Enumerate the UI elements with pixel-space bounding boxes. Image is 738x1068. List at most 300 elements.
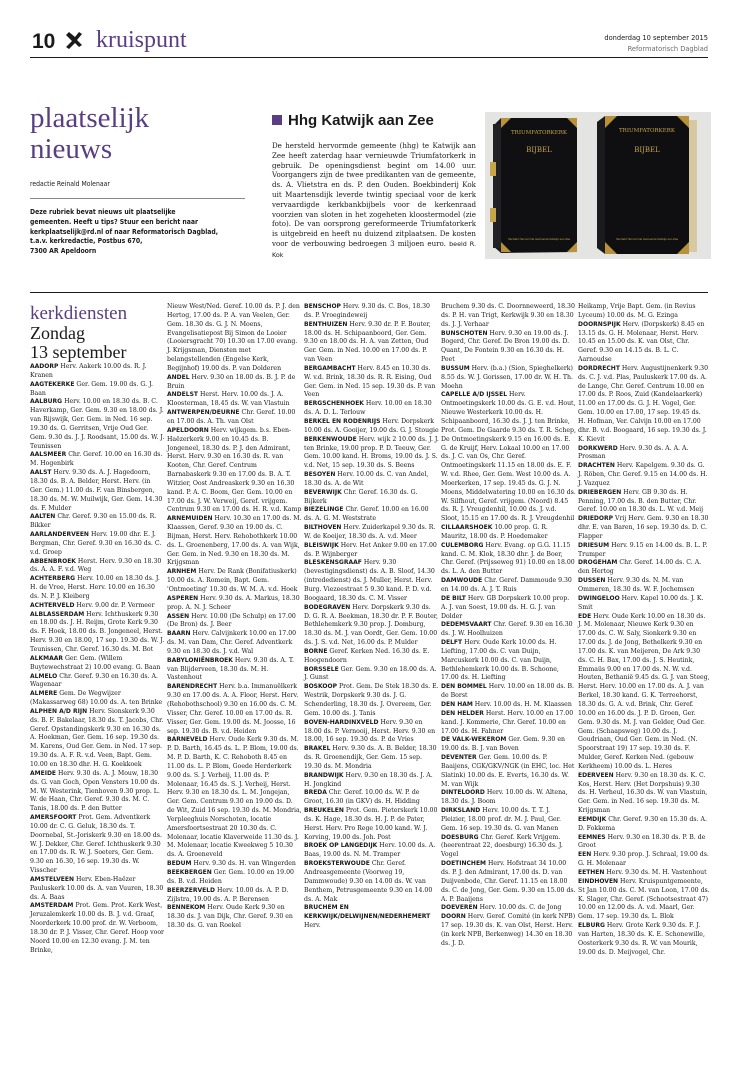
service-place: BROEK OP LANGEDIJK	[304, 842, 378, 850]
service-text: Herv. 9.30 ds. N. M. van Ommeren, 18.30 ds. W. F. Jochemsen	[578, 577, 695, 593]
service-text: Herv. 19.00 dhr. E. J. Bergman, Chr. Geref. 9.30 en 16.30 ds. C. v.d. Groep	[30, 531, 162, 556]
service-place: BOVEN-HARDINXVELD	[304, 718, 379, 726]
service-text: Herv. Ichthuskerk 9.30 en 18.00 ds. J. H. Reijm, Grote Kerk 9.30 ds. F. Hoek, 18.00 ds. B. Jongeneel, Herst. Herv. 9.30 en 18.00, 17 sep. 19.30 ds. W. J. Teunissen, Chr. Geref. 16.30 ds. M. Bot	[30, 610, 165, 653]
bible-cover-left-footer: Hersteld Hervormde Gemeente Katwijk aan Zee	[507, 238, 571, 241]
service-place: AMEIDE	[30, 769, 57, 777]
service-entry	[30, 558, 165, 576]
service-place: DE BILT	[441, 594, 466, 602]
service-place: ELBURG	[578, 922, 605, 930]
service-entry	[441, 701, 576, 710]
service-entry	[167, 736, 302, 860]
service-place: EETHEN	[578, 869, 605, 876]
service-place: DEDEMSVAART	[441, 621, 492, 629]
intro-rule	[30, 198, 245, 199]
service-place: CAPELLE A/D IJSSEL	[441, 391, 508, 399]
service-place: BEVERWIJK	[304, 488, 342, 496]
service-entry	[167, 657, 302, 684]
service-text: Herv. 10.00 ds. H. M. Klaassen	[474, 700, 572, 708]
service-text: Geref. Kerken Ned. 16.30 ds. E. Hoogendoorn	[304, 647, 430, 664]
service-text: Heikamp, Vrije Bapt. Gem. (in Revius Lyceum) 10.00 ds. M. G. Ezinga	[578, 303, 696, 319]
service-text: Ger. Gem. 10.00 en 19.00 ds. B. v.d. Heiden	[167, 869, 294, 885]
service-entry	[304, 772, 439, 790]
header-rule	[30, 57, 708, 58]
service-place: BRUCHEM EN KERKWIJK/DELWIJNEN/NEDERHEMERT	[304, 904, 431, 921]
plaatselijk-title-line2: nieuws	[30, 133, 113, 165]
service-place: DORDRECHT	[578, 364, 620, 372]
service-place: DOEVEREN	[441, 904, 478, 912]
kerkdiensten-rule	[30, 292, 708, 293]
service-entry	[578, 489, 710, 516]
service-text: Herv. Geref. Comité (in kerk NPB) 17 sep. 19.30 ds. K. van Olst, Herst. Herv. (in kerk NPB, Berkenweg) 14.30 en 18.30 ds. J. D.	[441, 913, 576, 947]
service-text: Bruchem 9.30 ds. C. Doornneweerd, 18.30 ds. P. H. van Trigt, Kerkwijk 9.30 en 18.30 ds. J. J. Verhaar	[441, 303, 575, 328]
service-text: Herv. Kapelgem. 9.30 ds. G. J. Röben, Chr. Geref. 9.15 en 14.00 ds. H. J. Vazquez	[578, 462, 708, 487]
service-text: Herv. 8.45 en 10.30 ds. W. v.d. Brink, 18.30 ds. R. R. Eising, Oud Ger. Gem. in Ned. 15 sep. 19.30 ds. P. van Veen	[304, 364, 436, 399]
article-body-text: De hersteld hervormde gemeente (hhg) te Katwijk aan Zee heeft zaterdag haar vernieuwde Triumfatorkerk in gebruik. De openingsdienst begint om 14.00 uur. Voorgangers zijn de twee predikanten van de gemeente, ds. A. Vlietstra en ds. P. den Ouden. Boekbinderij Kok uit Maartensdijk leverde twintig speciaal voor de kerk vervaardigde kerkbankbijbels voor de kerkenraad voorzien van sloten in het zogeheten kloostermodel (zie foto). De van oorsprong gereformeerde Triumfatorkerk is uitgebreid en heeft nu duizend zitplaatsen. De kosten voor de verbouwing bedroegen 3 miljoen euro.	[272, 141, 476, 248]
service-place: AALST	[30, 469, 52, 477]
service-text: Herv. Dorpskerk 10.00 ds. A. Gooijer, 19.00 ds. G. J. Stougie	[304, 417, 439, 434]
service-entry	[304, 860, 439, 904]
service-entry	[441, 391, 576, 524]
service-entry	[441, 834, 576, 861]
service-place: BERGAMBACHT	[304, 364, 356, 372]
service-entry	[304, 436, 439, 471]
kerkdiensten-date-line1: Zondag	[30, 323, 85, 343]
service-text: Herv. (b.a.) (Sion, Spieghelkerk) 8.55 ds. W. J. Gorissen, 17.00 dr. W. H. Th. Moehn	[441, 364, 573, 390]
service-place: BROEKSTERWOUDE	[304, 860, 370, 868]
bible-cover-right-title: BIJBEL	[634, 146, 660, 154]
service-place: EDE	[578, 612, 592, 620]
service-place: ALKMAAR	[30, 654, 63, 662]
bible-spine-right-text: TRIUMFATORKERK	[619, 128, 675, 134]
service-text: Herst. Herv. 10.00 ds. J. A. Kloosterman, 18.45 ds. W. van Vlastuin	[167, 391, 290, 408]
service-text: Herv. 10.00 ds. A. Baas, 19.00 ds. N. M. Tramper	[304, 842, 436, 859]
service-text: Chr. Geref. 9.30 en 15.30 ds. A. D. Fokkema	[578, 815, 707, 832]
service-entry	[30, 611, 165, 655]
service-text: Herv. 10.00 en 18.30 ds. A. D. L. Terlouw	[304, 400, 432, 417]
service-place: BENNEKOM	[167, 904, 206, 912]
service-entry	[441, 542, 576, 577]
service-text: Herv. Oude Kerk 10.00 ds. H. Liefting, 17.00 ds. C. van Duijn, Marcuskerk 10.00 ds. C. van Duijn, Bethlehemkerk 10.00 ds. B. Schoone, 17.00 ds. H. Liefting	[441, 639, 559, 682]
service-text: Herv. 10.00 ds. W. Altena, 18.30 ds. J. Boom	[441, 789, 568, 806]
service-text: Herv. 9.30 dr. P. F. Bouter, 18.00 ds. H. Schipaanboord, Ger. Gem. 9.30 en 18.00 ds. H. A. van Zetten, Oud Ger. Gem. in Ned. 10.00 en 17.00 ds. P. van Veen	[304, 320, 431, 364]
service-entry	[441, 736, 576, 754]
service-place: DRACHTEN	[578, 462, 615, 470]
service-place: DEN HAM	[441, 700, 473, 708]
service-entry	[167, 391, 302, 409]
service-text: Gem. De Wegwijzer (Makassarweg 68) 10.00 ds. A. ten Brinke	[30, 690, 163, 707]
bible-cover-left-title: BIJBEL	[526, 146, 552, 154]
service-entry	[30, 876, 165, 903]
service-place: BRANDWIJK	[304, 771, 344, 779]
plaatselijk-title-line1: plaatselijk	[30, 102, 150, 134]
service-text: Herv. GB Dorpskerk 10.00 prop. A. J. van Soest, 19.00 ds. H. G. J. van Dolder	[441, 594, 570, 620]
service-column-4	[441, 303, 576, 949]
service-text: Prot. Gem. De Stek 18.30 ds. E. Westrik, Dorpskerk 9.30 ds. J. G. Schenderling, 18.30 ds. J. Overeem, Ger. Gem. 10.00 ds. J. Tanis	[304, 683, 439, 717]
service-text: Chr. Geref. 10.00 en 16.00 ds. A. G. M. Weststrate	[304, 506, 429, 523]
service-place: BIEZELINGE	[304, 506, 344, 514]
service-entry	[167, 630, 302, 657]
service-entry	[30, 673, 165, 691]
service-text: Herst. Herv. 9.30 en 18.30 ds. A. A. F. v.d. Weg	[30, 557, 162, 574]
service-place: BORSSELE	[304, 665, 339, 673]
service-column-3	[304, 303, 439, 931]
service-text: Herv. 9.30 ds. A. T. van Blijderveen, 18.30 ds. M. H. Vastenhout	[167, 656, 295, 682]
service-text: Herv. Ontmoetingskerk 10.00 ds. G. E. v.d. Hout, Nieuwe Westerkerk 10.00 ds. H. Schipaanboord, 16.30 ds. J. J. ten Brinke, Prot. Gem. De Gaarde 9.30 ds. T. R. Schep, De Ontmoetingskerk 9.15 en 16.00 ds. E. G. de Kruijf, Herv. Lokaal 10.00 en 17.00 ds. J. C. van Os, Chr. Geref. Ontmoetingskerk 11.15 en 18.00 ds. E. F. W. v.d. Rhee, Ger. Gem. West 10.00 ds. A. Moerkerken, 17 sep. 19.45 ds. G. J. N. Moens, Middelwatering 10.00 en 16.30 ds. W. Silfhout, Geref. vrijgem. (Noord) 8.45 ds. R. J. Vreugdenhil, 10.00 ds. J. v.d. Sloot, 15.15 en 17.00 ds. R. J. Vreugdenhil	[441, 391, 576, 523]
service-text: Ger. Gem. 9.30 en 18.00 ds. A. J. Gunst	[304, 665, 437, 682]
service-entry	[441, 330, 576, 365]
service-place: BEERZERVELD	[167, 886, 216, 894]
service-place: ARNEMUIDEN	[167, 515, 213, 523]
service-place: BESOYEN	[304, 471, 336, 479]
service-place: DELFT	[441, 639, 463, 647]
service-entry	[441, 365, 576, 392]
intro-line: kerkplaatselijk@rd.nl of naar Reformatorisch Dagblad,	[30, 227, 219, 236]
service-place: BODEGRAVEN	[304, 603, 351, 611]
service-entry	[304, 666, 439, 684]
service-place: ALMELO	[30, 672, 58, 680]
service-place: BLEISWIJK	[304, 541, 339, 549]
bible-photo	[485, 112, 711, 259]
service-place: AADORP	[30, 363, 59, 370]
service-place: BEDUM	[167, 860, 192, 868]
service-place: DOESBURG	[441, 833, 479, 841]
service-entry	[578, 577, 710, 595]
service-entry	[167, 904, 302, 931]
service-text: Herv. 9.30 ds. A. B. Belder, 18.30 ds. R. Groenendijk, Ger. Gem. 15 sep. 19.30 ds. M. Mondria	[304, 745, 437, 770]
service-text: Herv. b.a. Immanuëlkerk 9.30 en 17.00 ds. A. A. Floor, Herst. Herv. (Rehobothschool) 9.30 en 16.00 ds. C. M. Visser, Chr. Geref. 10.00 en 17.00 ds. R. Visser, Ger. Gem. 19.00 ds. M. Joosse, 16 sep. 19.30 ds. B. v.d. Heiden	[167, 683, 299, 735]
service-entry	[304, 719, 439, 746]
service-entry	[441, 621, 576, 639]
service-entry	[304, 489, 439, 507]
intro-text	[30, 208, 245, 257]
service-text: 10.00 prop. G. R. Mauritz, 18.00 ds. P. Hoedemaker	[441, 524, 548, 540]
service-text: Herv. Sionskerk 9.30 ds. B. F. Bakelaar, 18.30 ds. T. Jacobs, Chr. Geref. Opstandingskerk 9.30 en 16.30 ds. A. Hoekman, Ger. Gem. 16 sep. 19.30 ds. M. Karens, Oud Ger. Gem. in Ned. 17 sep. 19.30 ds. A. F. R. v.d. Veen, Bapt. Gem. 10.00 en 18.30 dhr. H. G. Koekkoek	[30, 707, 164, 768]
service-place: DROGEHAM	[578, 559, 618, 567]
kerkdiensten-title: kerkdiensten	[30, 303, 128, 324]
service-place: BLESKENSGRAAF	[304, 559, 362, 567]
service-text: Herv. wijkgem. b.s. Eben-Haëzerkerk 9.00 en 10.45 ds. B. Jongeneel, 18.30 ds. P. J. den Admirant, Herst. Herv. 9.30 en 16.30 ds. R. van Kooten, Chr. Geref. Centrum Barnabaskerk 9.30 en 17.00 ds. B. A. T. Witzier, Oost Andreaskerk 9.30 en 16.30 kand. P. A. C. Boom, Ger. Gem. 10.00 en 17.00 ds. J. W. Verweij, Geref. vrijgem. Centrum 9.30 en 17.00 ds. H. R. v.d. Kamp	[167, 426, 302, 514]
service-place: DE VALK-WEKEROM	[441, 736, 507, 744]
service-place: DOORNSPIJK	[578, 320, 621, 328]
intro-line: t.a.v. kerkredactie, Postbus 670,	[30, 237, 143, 246]
service-entry	[578, 613, 710, 772]
service-place: DORKWERD	[578, 444, 618, 452]
bible-cover-right-footer: Hersteld Hervormde Gemeente Katwijk aan Zee	[615, 238, 679, 241]
service-entry	[578, 869, 710, 878]
service-place: BUNSCHOTEN	[441, 329, 488, 337]
service-entry	[167, 683, 302, 736]
service-place: ALMERE	[30, 690, 58, 698]
service-entry	[578, 834, 710, 852]
service-place: ANDEL	[167, 373, 190, 381]
service-place: BERKENWOUDE	[304, 435, 357, 443]
service-place: ANTWERPEN/DEURNE	[167, 409, 240, 417]
service-text: Herv. Grote Kerk 9.30 ds. F. J. van Harten, 18.30 ds. K. E. Schonewille, Oosterkerk 9.30 ds. R. W. van Mourik, 19.00 ds. D. Meijvogel, Chr.	[578, 922, 705, 956]
service-text: Herv. 9.30 ds. A. Markus, 18.30 prop. A. N. J. Scheer	[167, 594, 300, 611]
service-place: BREUKELEN	[304, 807, 344, 815]
service-text: Herv. 9.30 ds. H. van Wingerden	[193, 860, 296, 868]
service-place: CILLAARSHOEK	[441, 524, 493, 532]
service-entry	[30, 902, 165, 955]
service-place: DRIESUM	[578, 541, 610, 549]
service-place: ACHTERVELD	[30, 601, 75, 609]
service-entry	[167, 303, 302, 374]
service-entry	[30, 690, 165, 708]
service-entry	[304, 400, 439, 418]
service-entry	[30, 575, 165, 602]
service-column-5	[578, 303, 710, 957]
service-place: ASPEREN	[167, 594, 199, 602]
service-entry	[304, 559, 439, 603]
service-text: Herv. 9.00 dr. P. Vermeer	[76, 601, 155, 609]
service-place: EEN	[578, 851, 592, 859]
service-entry	[578, 816, 710, 834]
service-entry	[167, 860, 302, 869]
intro-line: Deze rubriek bevat nieuws uit plaatselijke	[30, 208, 176, 216]
service-text: Chr. Geref. Andreasgemeente (Voorweg 19, Dammwoude) 9.30 en 14.00 ds. W. van Benthem, Petrusgemeente 9.30 en 14.00 ds. A. Mak	[304, 860, 433, 903]
service-place: EDERVEEN	[578, 771, 614, 779]
service-entry	[578, 559, 710, 577]
section-title: kruispunt	[96, 27, 187, 53]
service-text: Herv. Kruispuntgemeente, St Jan 10.00 ds. C. M. van Loon, 17.00 ds. K. Slager, Chr. Geref. (Schootsestraat 47) 10.00 en 12.00 ds. A. v.d. Maarl, Ger. Gem. 17 sep. 19.30 ds. L. Blok	[578, 877, 710, 921]
service-text: Chr. Geref. Dammoude 9.30 en 14.00 ds. A. J. T. Ruis	[441, 577, 572, 593]
service-text: Herv. Oude Kerk 9.30 en 18.30 ds. J. van Dijk, Chr. Geref. 9.30 en 18.30 ds. G. van Roekel	[167, 904, 293, 930]
service-entry	[441, 754, 576, 789]
service-entry	[304, 745, 439, 772]
service-place: EEMDIJK	[578, 815, 607, 823]
service-place: ARNHEM	[167, 568, 197, 576]
service-place: BEEKBERGEN	[167, 869, 212, 876]
service-entry	[167, 374, 302, 392]
service-text: Herv. 10.00 ds. A. P. D. Zijlstra, 19.00 ds. A. P. Berensen	[167, 886, 289, 903]
service-place: DWINGELOO	[578, 594, 620, 602]
service-text: Chr. Geref. 10.00 en 16.30 ds. M. Hogenbirk	[30, 451, 163, 468]
service-entry	[167, 409, 302, 427]
service-place: ANDELST	[167, 391, 198, 399]
service-entry	[304, 321, 439, 365]
service-text: Herv. 9.30 (bevestigingsdienst) ds. A. B. Sloof, 14.30 (intrededienst) ds. J. Muller, Herst. Herv. Burg. Viezeestraat 5 9.30 kand. P. D. v.d. Boogaard, 18.30 ds. C. M. Visser	[304, 559, 435, 602]
service-place: DOORN	[441, 913, 466, 921]
service-place: DEN BOMMEL	[441, 683, 487, 691]
service-entry	[304, 365, 439, 400]
bible-spine-left-text: TRIUMFATORKERK	[511, 130, 567, 136]
service-entry	[30, 469, 165, 513]
article-body	[272, 141, 476, 261]
service-text: Herv. wijk 2 10.00 ds. J. J. ten Brinke, 19.00 prop. P. D. Teeuw, Ger. Gem. 10.00 kand. H. Broms, 19.00 ds. J. S. v.d. Net, 15 sep. 19.30 ds. S. Beens	[304, 435, 439, 470]
service-entry	[30, 770, 165, 814]
service-place: AMSTERDAM	[30, 902, 74, 910]
page-number: 10	[32, 30, 56, 53]
service-text: Herv. De Rank (Bonifatiuskerk) 10.00 ds. A. Romein, Bapt. Gem. 'Ontmoeting' 10.30 ds. W. M. A. v.d. Hoek	[167, 568, 298, 593]
service-text: Herv. 9.30 en 18.30 ds. K. C. Kos, Herst. Herv. (Het Dorpshuis) 9.30 ds. H. Verheul, 16.30 ds. W. van Vlastuin, Ger. Gem. in Ned. 16 sep. 19.30 ds. M. Krijgsman	[578, 771, 708, 815]
service-text: Herv. Oude Kerk 10.00 en 18.30 ds. J. M. Molenaar, Nieuwe Kerk 9.30 en 17.00 ds. C. W. Saly, Sionkerk 9.30 en 17.00 ds. J. de Jong, Bethelkerk 9.30 en 17.00 ds. K. van Meijeren, De Ark 9.30 ds. C. H. Bax, 17.00 ds. J. S. Heutink, Emmaüs 9.00 en 17.00 ds. N. W. v.d. Houten, Bethanië 9.45 ds. G. J. van Steeg, Herst. Herv. 10.00 en 17.00 ds. A. J. van Berkel, 18.30 kand. G. K. Terreehorst, 18.30 ds. G. A. v.d. Brink, Chr. Geref. 10.00 en 16.00 ds. J. P. D. Groen, Ger. Gem. 9.30 ds. M. J. van Gelder, Oud Ger. Gem. (Schaapsweg) 10.00 ds. J. Goudriaan, Oud Ger. Gem. in Ned. (N. Spoorstraat 19) 17 sep. 19.30 ds. F. Mulder, Geref. Kerken Ned. (gebouw Kerkheem) 10.00 ds. L. Heres	[578, 612, 710, 770]
service-text: Chr. Geref. 10.00 en 17.00 ds. A. Th. van Olst	[167, 409, 296, 425]
intro-line: 7300 AR Apeldoorn	[30, 247, 97, 256]
service-entry	[304, 904, 439, 931]
service-entry	[167, 427, 302, 515]
service-entry	[304, 542, 439, 560]
article-title	[272, 112, 434, 129]
service-entry	[167, 515, 302, 568]
service-entry	[30, 531, 165, 558]
service-entry	[304, 506, 439, 524]
header-publication: Reformatorisch Dagblad	[627, 44, 708, 53]
bullet-square-icon	[272, 115, 282, 125]
service-place: BORNE	[304, 647, 328, 655]
service-text: Herv. Kapel 10.00 ds. J. K. Smit	[578, 594, 704, 611]
service-entry	[578, 462, 710, 489]
service-place: BARENDRECHT	[167, 683, 218, 691]
service-column-2	[167, 303, 302, 931]
service-entry	[441, 303, 576, 330]
service-text: Vrij Herv. Gem. 9.30 en 18.30 dhr. E. van Baren, 16 sep. 19.30 ds. D. C. Flapper	[578, 515, 709, 540]
service-entry	[441, 639, 576, 683]
service-text: Ger. Gem. (Willem Buytewechstraat 2) 10.00 evang. G. Baan	[30, 654, 161, 671]
kerkdiensten-date-line2: 13 september	[30, 342, 127, 362]
service-entry	[578, 851, 710, 869]
service-entry	[304, 471, 439, 489]
service-text: Herv. Dorpskerk 9.30 ds. D. G. R. A. Beekman, 18.30 dr. P. F. Bouter, Bethlehemkerk 9.30 prop. J. Domburg, 18.30 ds. M. J. van Oordt, Ger. Gem. 10.00 ds. J. S. v.d. Net, 16.00 ds. P. Mulder	[304, 603, 439, 647]
service-text: Herv. 10.00 en 18.30 ds. J. H. de Vree, Herst. Herv. 10.00 en 16.30 ds. N. P. J. Kleiberg	[30, 575, 160, 600]
service-text: Ger. Gem. 10.00 ds. P. Baaijens, CGK/GKV/NGK (in EHC, loc. Het Slatink) 10.00 ds. E. Everts, 16.30 ds. W. M. van Wijk	[441, 754, 575, 788]
article-title-text: Hhg Katwijk aan Zee	[288, 112, 434, 129]
service-entry	[578, 445, 710, 463]
header-date: donderdag 10 september 2015	[604, 33, 708, 42]
service-entry	[304, 789, 439, 807]
service-place: ASSEN	[167, 612, 190, 620]
service-text: Herv. Aakerk 10.00 ds. R. J. Kranen	[30, 363, 147, 379]
service-place: AMERSFOORT	[30, 814, 77, 822]
service-entry	[167, 887, 302, 905]
service-place: DRIEBERGEN	[578, 488, 622, 496]
service-entry	[578, 878, 710, 922]
service-entry	[441, 524, 576, 542]
service-text: Chr. Geref. 14.00 ds. C. A. den Hertog	[578, 559, 702, 576]
service-text: Herv. 9.30 prop. J. Schraal, 19.00 ds. G. H. Molenaar	[578, 851, 709, 868]
service-place: DRIEDORP	[578, 515, 614, 523]
service-place: AALTEN	[30, 513, 56, 521]
service-place: BENSCHOP	[304, 303, 341, 310]
service-place: DINTELOORD	[441, 789, 485, 797]
service-text: Chr. Geref. 9.30 en 16.30 ds. J. W. Hoolhuizen	[441, 621, 573, 638]
service-text: Chr. Geref. 16.30 ds. G. Bijkerk	[304, 488, 418, 505]
service-text: Herv. 9.30 ds. C. Bos, 18.30 ds. P. Vroegindeweij	[304, 303, 430, 319]
service-text: Herv. 10.00 (De Schulp) en 17.00 (De Bron) ds. J. Beer	[167, 612, 296, 629]
service-entry	[578, 515, 710, 542]
service-text: Herv. Evang. op G.G. 11.15 kand. C. M. Klok, 18.30 dhr. J. de Boer, Chr. Geref. (Prijsseweg 91) 10.00 en 18.00 ds. L. A. den Butter	[441, 541, 575, 576]
service-place: DOETINCHEM	[441, 860, 487, 868]
service-place: BILTHOVEN	[304, 524, 342, 532]
service-entry	[441, 577, 576, 595]
service-text: Prot. Gem. Prot. Kerk West, Jeruzalemkerk 10.00 ds. B. J. v.d. Graaf, Noorderkerk 10.00 prof. dr. W. Verboom, 18.30 dr. P. J. Visser, Chr. Geref. Hoop voor Noord 10.00 en 12.30 evang. J. M. ten Brinke,	[30, 902, 165, 954]
service-text: Herv. GB 9.30 ds. H. Penning, 17.00 ds. B. den Butter, Chr. Geref. 10.00 en 18.30 ds. L. W. v.d. Meij	[578, 488, 704, 514]
service-place: BARNEVELD	[167, 736, 208, 744]
service-entry	[167, 568, 302, 595]
service-entry	[304, 648, 439, 666]
kerkdiensten-date	[30, 324, 170, 362]
service-text: Herv. 10.00 ds. C. de Jong	[479, 904, 562, 912]
service-entry	[304, 842, 439, 860]
service-text: Herv. 9.30 ds. A. A. A. Prosman	[578, 444, 689, 461]
service-place: EEMNES	[578, 833, 606, 841]
service-text: Herv. Het Anker 9.00 en 17.00 ds. P. Wijnberger	[304, 541, 437, 558]
service-text: Herv. Calvijnkerk 10.00 en 17.00 ds. M. van Dam, Chr. Geref. Adventkerk 9.30 en 18.30 ds. J. v.d. Wal	[167, 630, 297, 655]
service-entry	[441, 904, 576, 913]
service-place: EINDHOVEN	[578, 877, 619, 885]
service-entry	[578, 772, 710, 816]
service-entry	[30, 398, 165, 451]
service-place: ABBENBROEK	[30, 557, 76, 565]
service-entry	[441, 683, 576, 701]
service-entry	[304, 604, 439, 648]
service-text: Prot. Gem. Pieterskerk 10.00 ds. K. Hage, 18.30 ds. H. J. P. de Pater, Herst. Herv. Pro Rege 10.00 kand. W. J. Korving, 19.00 ds. Joh. Post	[304, 807, 438, 841]
kruispunt-logo-icon	[64, 31, 84, 51]
service-place: AMSTELVEEN	[30, 875, 74, 883]
service-place: BABYLONIËNBROEK	[167, 656, 233, 664]
service-entry	[167, 613, 302, 631]
service-entry	[30, 513, 165, 531]
service-place: BOSKOOP	[304, 683, 337, 691]
service-text: Herv. 9.30 ds. A. J. Hagedoorn, 18.30 ds. B. A. Belder, Herst. Herv. (in Ger. Gem.) 11.00 ds. F. van Binsbergen, 18.30 ds. M. W. Muilwijk, Ger. Gem. 14.30 ds. F. Mulder	[30, 469, 163, 512]
service-place: BERGSCHENHOEK	[304, 400, 364, 408]
service-entry	[578, 922, 710, 957]
service-text: Herv. 10.00 ds. C. van Andel, 18.30 ds. A. de Wit	[304, 471, 429, 487]
service-text: Herv. Eben-Haëzer Pauluskerk 10.00 ds. A. van Vuuren, 18.30 ds. A. Baas	[30, 875, 164, 901]
service-entry	[30, 381, 165, 399]
service-place: AARLANDERVEEN	[30, 531, 89, 539]
service-entry	[30, 814, 165, 876]
service-entry	[441, 913, 576, 948]
service-place: DAMWOUDE	[441, 577, 483, 585]
service-place: AALSMEER	[30, 451, 67, 459]
service-place: BRAKEL	[304, 745, 331, 753]
service-place: CULEMBORG	[441, 541, 484, 549]
service-entry	[441, 860, 576, 904]
service-place: APELDOORN	[167, 426, 209, 434]
service-text: Herv. 9.30 en 18.00 ds. P. Vernooij, Herst. Herv. 9.30 en 18.00, 16 sep. 19.30 ds. P. de Vries	[304, 718, 436, 744]
service-text: Herv. 10.00 en 18.30 ds. B. C. Haverkamp, Ger. Gem. 9.30 en 18.00 ds. J. van Rijswijk, Ger. Gem. in Ned. 16 sep. 19.30 ds. G. Gerritsen, Vrije Oud Ger. Gem. 9.30 ds. J. J. Roodsant, 15.00 ds. W. J. Teunissen	[30, 398, 165, 450]
service-place: AAGTEKERKE	[30, 380, 75, 388]
service-entry	[441, 710, 576, 737]
service-place: AALBURG	[30, 398, 63, 406]
service-text: Ger. Gem. 19.00 ds. G. J. Baan	[30, 380, 153, 397]
service-text: Herv. 9.30 en 18.00 ds. B. J. P. de Bruin	[167, 373, 296, 390]
intro-line: gemeenten. Heeft u tips? Stuur een bericht naar	[30, 217, 198, 226]
service-text: Ger. Gem. 9.30 en 19.00 ds. B. J. van Boven	[441, 736, 565, 753]
service-place: DIRKSLAND	[441, 807, 481, 815]
service-entry	[578, 595, 710, 613]
service-text: Herv. Zuiderkapel 9.30 ds. R. W. de Koeijer, 18.30 ds. A. v.d. Meer	[304, 524, 436, 540]
service-place: DUSSEN	[578, 577, 606, 585]
service-text: Herv. 9.30 ds. A. J. Mouw, 18.30 ds. G. van Goch, Open Vensters 10.00 ds. M. W. Westerink, Tienhoven 9.30 prop. L. W. de Haan, Chr. Geref. 9.30 ds. M. C. Tanis, 18.00 ds. P. den Butter	[30, 769, 160, 813]
service-column-1	[30, 363, 165, 956]
service-entry	[30, 451, 165, 469]
service-entry	[304, 683, 439, 718]
redactie-credit: redactie Reinald Molenaar	[30, 180, 110, 188]
service-place: ALBLASSERDAM	[30, 610, 85, 618]
service-place: ACHTERBERG	[30, 575, 76, 583]
service-place: BERKEL EN RODENRIJS	[304, 417, 381, 425]
service-text: Chr. Geref. 9.30 en 15.00 ds. R. Bikker	[30, 513, 157, 530]
service-text: Herv.	[304, 922, 321, 930]
service-text: Herv. 9.15 en 14.00 ds. B. L. P. Trumper	[578, 541, 708, 558]
service-text: Herv. Augustijnenkerk 9.30 ds. C. J. v.d. Plas, Pauluskerk 17.00 ds. A. de Lange, Chr. Geref. Centrum 10.00 en 17.00 ds. P. Roos, Zuid (Kandelaarkerk) 11.00 en 17.00 ds. G. J. H. Vogel, Ger. Gem. 10.00 en 17.00, 17 sep. 19.45 ds. H. Hofman, Ver. Calvijn 10.00 en 17.00 dhr. B. v.d. Boogaard, 16 sep. 19.30 ds. J. K. Kievit	[578, 364, 709, 443]
service-entry	[304, 418, 439, 436]
service-text: Herv. 9.30 en 19.00 ds. J. Bogerd, Chr. Geref. De Bron 19.00 ds. D. Quant, De Fontein 9.30 en 16.30 ds. H. Peet	[441, 329, 570, 364]
service-text: Chr. Geref. 9.30 en 16.30 ds. A. Wagenaar	[30, 672, 158, 689]
service-entry	[30, 708, 165, 770]
service-entry	[304, 303, 439, 321]
